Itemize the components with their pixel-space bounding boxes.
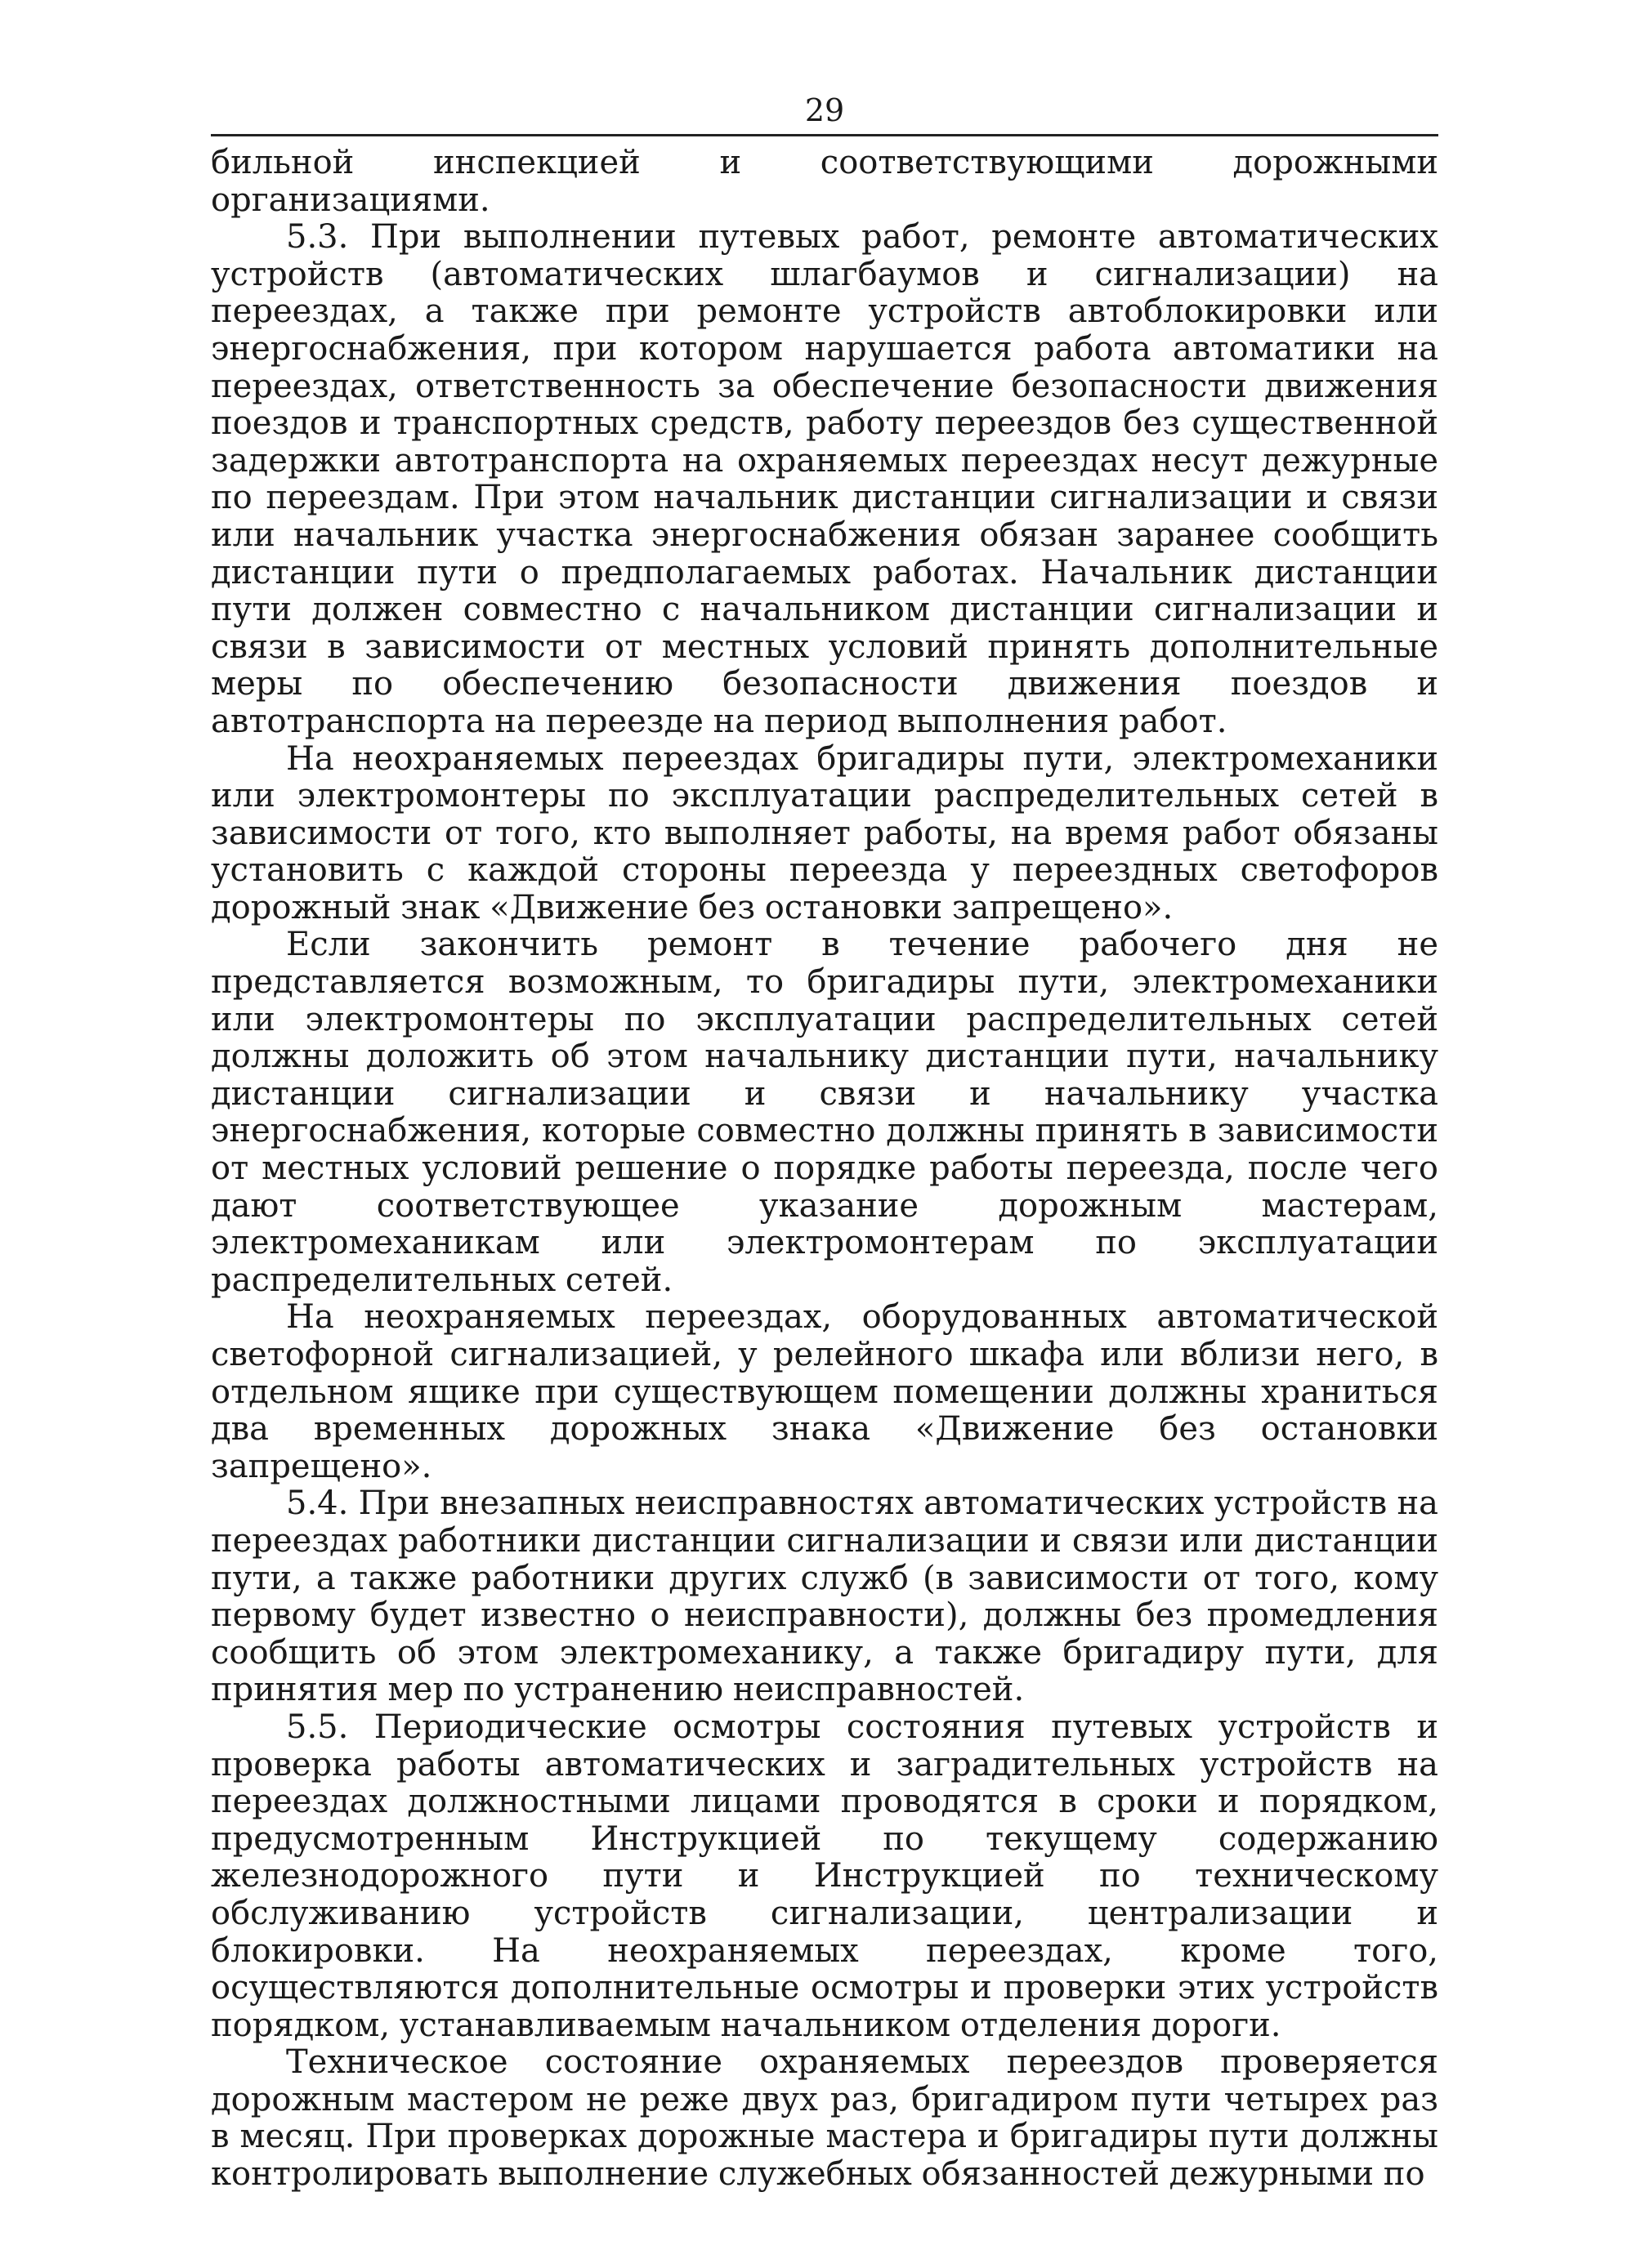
paragraph: Техническое состояние охраняемых переездов проверяется дорожным мастером не реже двух раз, бригадиром пути четырех раз в месяц. При проверках дорожные мастера и бригадиры пути должны контролировать выполнение служебных обязанностей дежурными по — [211, 2043, 1438, 2194]
paragraph: 5.3. При выполнении путевых работ, ремонте автоматических устройств (автоматических шлагбаумов и сигнализации) на переездах, а также при ремонте устройств автоблокировки или энергоснабжения, при котором нарушается работа автоматики на переездах, ответственность за обеспечение безопасности движения поездов и транспортных средств, работу переездов без существенной задержки автотранспорта на охраняемых переездах несут дежурные по переездам. При этом начальник дистанции сигнализации и связи или начальник участка энергоснабжения обязан заранее сообщить дистанции пути о предполагаемых работах. Начальник дистанции пути должен совместно с начальником дистанции сигнализации и связи в зависимости от местных условий принять дополнительные меры по обеспечению безопасности движения поездов и автотранспорта на переезде на период выполнения работ. — [211, 218, 1438, 740]
paragraph: бильной инспекцией и соответствующими дорожными организациями. — [211, 144, 1438, 219]
document-page — [211, 92, 1438, 2194]
paragraph: 5.4. При внезапных неисправностях автоматических устройств на переездах работники дистанции сигнализации и связи или дистанции пути, а также работники других служб (в зависимости от того, кому первому будет известно о неисправности), должны без промедления сообщить об этом электромеханику, а также бригадиру пути, для принятия мер по устранению неисправностей. — [211, 1484, 1438, 1709]
paragraph: На неохраняемых переездах, оборудованных автоматической светофорной сигнализацией, у релейного шкафа или вблизи него, в отдельном ящике при существующем помещении должны храниться два временных дорожных знака «Движение без остановки запрещено». — [211, 1298, 1438, 1485]
paragraph: На неохраняемых переездах бригадиры пути, электромеханики или электромонтеры по эксплуатации распределительных сетей в зависимости от того, кто выполняет работы, на время работ обязаны установить с каждой стороны переезда у переездных светофоров дорожный знак «Движение без остановки запрещено». — [211, 739, 1438, 926]
header-rule — [211, 134, 1438, 136]
page-number: 29 — [804, 92, 845, 128]
paragraph: Если закончить ремонт в течение рабочего дня не представляется возможным, то бригадиры пути, электромеханики или электромонтеры по эксплуатации распределительных сетей должны доложить об этом начальнику дистанции пути, начальнику дистанции сигнализации и связи и начальнику участка энергоснабжения, которые совместно должны принять в зависимости от местных условий решение о порядке работы переезда, после чего дают соответствующее указание дорожным мастерам, электромеханикам или электромонтерам по эксплуатации распределительных сетей. — [211, 926, 1438, 1299]
paragraph: 5.5. Периодические осмотры состояния путевых устройств и проверка работы автоматических и заградительных устройств на переездах должностными лицами проводятся в сроки и порядком, предусмотренным Инструкцией по текущему содержанию железнодорожного пути и Инструкцией по техническому обслуживанию устройств сигнализации, централизации и блокировки. На неохраняемых переездах, кроме того, осуществляются дополнительные осмотры и проверки этих устройств порядком, устанавливаемым начальником отделения дороги. — [211, 1708, 1438, 2044]
